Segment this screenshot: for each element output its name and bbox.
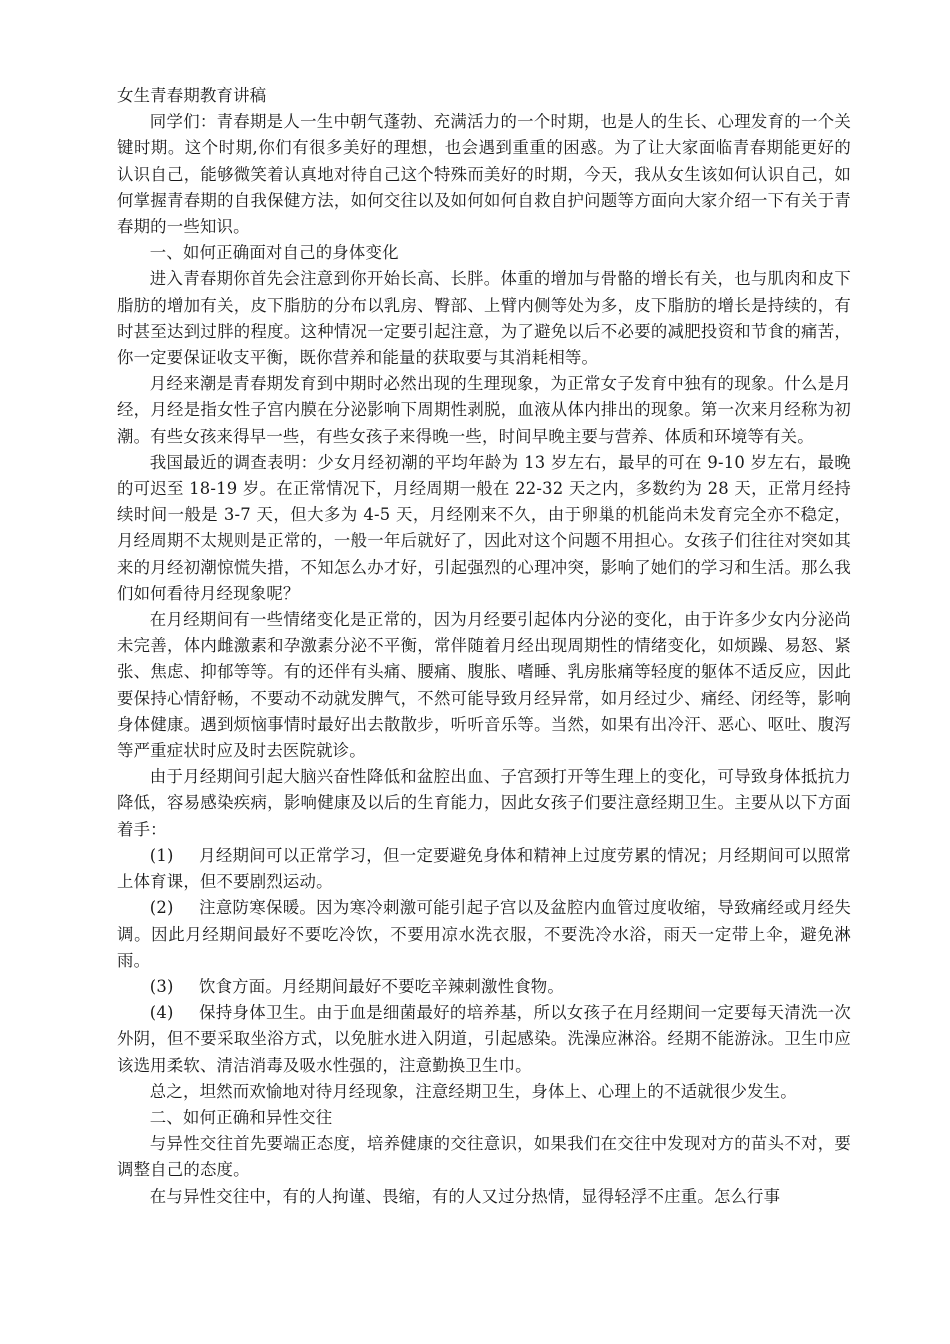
body-paragraph: 总之，坦然而欢愉地对待月经现象，注意经期卫生，身体上、心理上的不适就很少发生。 (149, 1081, 797, 1101)
list-item-text: 注意防寒保暖。因为寒冷刺激可能引起子宫以及盆腔内血管过度收缩，导致痛经或月经失调。因此月经期间最好不要吃冷饮，不要用凉水洗衣服，不要洗冷水浴，雨天一定带上伞，避免淋雨。 (117, 898, 851, 970)
document-title: 女生青春期教育讲稿 (117, 86, 267, 105)
list-item-number: (3) (149, 976, 174, 996)
body-paragraph: 进入青春期你首先会注意到你开始长高、长胖。体重的增加与骨骼的增长有关，也与肌肉和皮下脂肪的增加有关，皮下脂肪的分布以乳房、臀部、上臂内侧等处为多，皮下脂肪的增长是持续的，有时甚至达到过胖的程度。这种情况一定要引起注意，为了避免以后不必要的减肥投资和节食的痛苦，你一定要保证收支平衡，既你营养和能量的获取要与其消耗相等。 (117, 269, 851, 368)
list-item-text: 保持身体卫生。由于血是细菌最好的培养基，所以女孩子在月经期间一定要每天清洗一次外阴，但不要采取坐浴方式，以免脏水进入阴道，引起感染。洗澡应淋浴。经期不能游泳。卫生巾应该选用柔软、清洁消毒及吸水性强的，注意勤换卫生巾。 (117, 1003, 851, 1075)
document-body (117, 83, 851, 1210)
list-item (117, 974, 851, 1000)
body-paragraph: 与异性交往首先要端正态度，培养健康的交往意识，如果我们在交往中发现对方的苗头不对，要调整自己的态度。 (117, 1134, 851, 1180)
list-item-text: 月经期间可以正常学习，但一定要避免身体和精神上过度劳累的情况；月经期间可以照常上体育课，但不要剧烈运动。 (117, 845, 851, 892)
list-item-number: (4) (149, 1003, 174, 1023)
list-item-number: (1) (149, 845, 174, 865)
list-item (117, 895, 851, 974)
body-paragraph: 在月经期间有一些情绪变化是正常的，因为月经要引起体内分泌的变化，由于许多少女内分泌尚未完善，体内雌激素和孕激素分泌不平衡，常伴随着月经出现周期性的情绪变化，如烦躁、易怒、紧张、焦虑、抑郁等等。有的还伴有头痛、腰痛、腹胀、嗜睡、乳房胀痛等轻度的躯体不适反应，因此要保持心情舒畅，不要动不动就发脾气，不然可能导致月经异常，如月经过少、痛经、闭经等，影响身体健康。遇到烦恼事情时最好出去散散步，听听音乐等。当然，如果有出冷汗、恶心、呕吐、腹泻等严重症状时应及时去医院就诊。 (117, 610, 851, 761)
body-paragraph: 由于月经期间引起大脑兴奋性降低和盆腔出血、子宫颈打开等生理上的变化，可导致身体抵抗力降低，容易感染疾病，影响健康及以后的生育能力，因此女孩子们要注意经期卫生。主要从以下方面着手： (117, 767, 851, 839)
list-item-text: 饮食方面。月经期间最好不要吃辛辣刺激性食物。 (198, 976, 564, 996)
list-item (117, 1000, 851, 1079)
body-paragraph: 月经来潮是青春期发育到中期时必然出现的生理现象，为正常女子发育中独有的现象。什么是月经，月经是指女性子宫内膜在分泌影响下周期性剥脱，血液从体内排出的现象。第一次来月经称为初潮。有些女孩来得早一些，有些女孩子来得晚一些，时间早晚主要与营养、体质和环境等有关。 (117, 374, 851, 446)
list-item-number: (2) (149, 898, 174, 918)
body-paragraph: 在与异性交往中，有的人拘谨、畏缩，有的人又过分热情，显得轻浮不庄重。怎么行事 (149, 1186, 781, 1206)
list-item (117, 843, 851, 895)
intro-paragraph: 同学们：青春期是人一生中朝气蓬勃、充满活力的一个时期，也是人的生长、心理发育的一个关键时期。这个时期,你们有很多美好的理想，也会遇到重重的困惑。为了让大家面临青春期能更好的认识自己，能够微笑着认真地对待自己这个特殊而美好的时期，今天，我从女生该如何认识自己，如何掌握青春期的自我保健方法，如何交往以及如何如何自救自护问题等方面向大家介绍一下有关于青春期的一些知识。 (117, 112, 851, 237)
section-heading-2: 二、如何正确和异性交往 (149, 1107, 333, 1127)
body-paragraph: 我国最近的调查表明：少女月经初潮的平均年龄为 13 岁左右，最早的可在 9-10 岁左右，最晚的可迟至 18-19 岁。在正常情况下，月经周期一般在 22-32 天之内，多数约为 28 天，正常月经持续时间一般是 3-7 天，但大多为 4-5 天，月经刚来不久，由于卵巢的机能尚未发育完全亦不稳定，月经周期不太规则是正常的，一般一年后就好了，因此对这个问题不用担心。女孩子们往往对突如其来的月经初潮惊慌失措，不知怎么办才好，引起强烈的心理冲突，影响了她们的学习和生活。那么我们如何看待月经现象呢？ (117, 452, 851, 603)
section-heading-1: 一、如何正确面对自己的身体变化 (149, 243, 399, 263)
